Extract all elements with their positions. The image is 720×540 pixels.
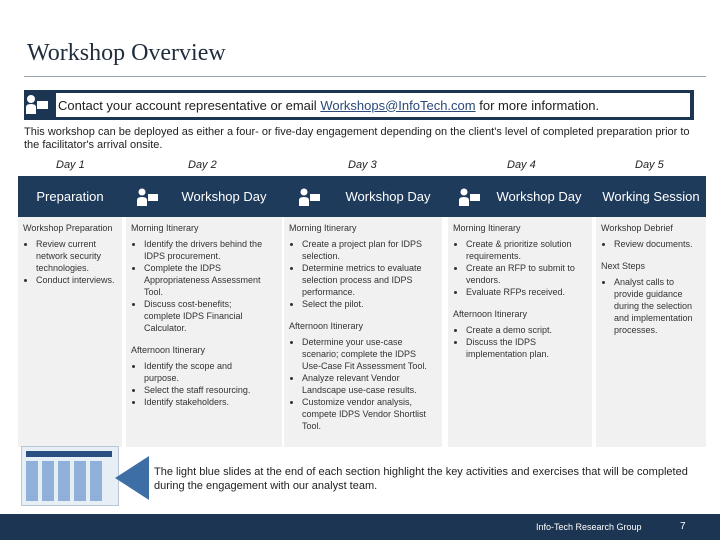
day2-morning-list xyxy=(131,238,265,334)
section-heading: Morning Itinerary xyxy=(289,223,357,233)
page-number: 7 xyxy=(680,521,686,532)
day3-header: Workshop Day xyxy=(345,189,431,204)
day-label-2: Day 2 xyxy=(188,159,217,171)
section-heading: Next Steps xyxy=(601,261,646,271)
section-heading: Afternoon Itinerary xyxy=(453,309,528,319)
thumbnail-column xyxy=(42,461,54,501)
footer-bar xyxy=(0,514,720,540)
section-heading: Workshop Debrief xyxy=(601,223,673,233)
email-link[interactable]: Workshops@InfoTech.com xyxy=(320,97,476,113)
chevron-left-icon xyxy=(115,456,149,500)
section-heading: Morning Itinerary xyxy=(453,223,521,233)
day-label-4: Day 4 xyxy=(507,159,536,171)
day-label-3: Day 3 xyxy=(348,159,377,171)
list-item: • Review current network security technologies. xyxy=(36,238,117,274)
title-divider xyxy=(24,76,706,77)
thumbnail-column xyxy=(26,461,38,501)
day-label-1: Day 1 xyxy=(56,159,85,171)
thumbnail-column xyxy=(58,461,70,501)
contact-text xyxy=(56,98,599,113)
section-heading: Morning Itinerary xyxy=(131,223,199,233)
day2-content xyxy=(131,222,265,408)
section-heading: Workshop Preparation xyxy=(23,223,113,233)
intro-text: This workshop can be deployed as either a four- or five-day engagement depending on the client's level of completed preparation prior to the facilitator's arrival onsite. xyxy=(24,126,690,151)
list-item: • Determine metrics to evaluate selection process and IDPS performance. xyxy=(302,262,437,298)
contact-text-after: for more information. xyxy=(475,97,600,113)
day1-content xyxy=(23,222,117,286)
thumbnail-column xyxy=(74,461,86,501)
thumbnail-column xyxy=(90,461,102,501)
list-item: • Discuss cost-benefits; complete IDPS Financial Calculator. xyxy=(144,298,265,334)
list-item: • Create a project plan for IDPS selection. xyxy=(302,238,437,262)
day3-morning-list xyxy=(289,238,437,310)
day2-header: Workshop Day xyxy=(181,189,267,204)
list-item: • Analyze relevant Vendor Landscape use-case results. xyxy=(302,372,437,396)
list-item: • Customize vendor analysis, compete IDPS Vendor Shortlist Tool. xyxy=(302,396,437,432)
list-item: • Conduct interviews. xyxy=(36,274,117,286)
day3-content xyxy=(289,222,437,432)
presenter-icon xyxy=(298,186,322,208)
contact-text-before: Contact your account representative or email xyxy=(58,97,321,113)
day-label-5: Day 5 xyxy=(635,159,664,171)
list-item: • Evaluate RFPs received. xyxy=(466,286,589,298)
list-item: • Determine your use-case scenario; complete the IDPS Use-Case Fit Assessment Tool. xyxy=(302,336,437,372)
contact-box xyxy=(56,93,690,117)
day1-list xyxy=(23,238,117,286)
section-heading: Afternoon Itinerary xyxy=(289,321,364,331)
slide-thumbnail xyxy=(21,446,119,506)
section-heading: Afternoon Itinerary xyxy=(131,345,206,355)
day3-afternoon-list xyxy=(289,336,437,432)
list-item: • Create a demo script. xyxy=(466,324,589,336)
contact-banner xyxy=(24,90,694,120)
day5-next-steps-list xyxy=(601,276,701,336)
day4-morning-list xyxy=(453,238,589,298)
day5-debrief-list xyxy=(601,238,701,250)
day1-header: Preparation xyxy=(36,189,104,204)
list-item: • Review documents. xyxy=(614,238,701,250)
presenter-icon xyxy=(136,186,160,208)
list-item: • Identify the scope and purpose. xyxy=(144,360,265,384)
day4-header: Workshop Day xyxy=(496,189,582,204)
list-item: • Identify stakeholders. xyxy=(144,396,265,408)
day4-afternoon-list xyxy=(453,324,589,360)
page-title: Workshop Overview xyxy=(27,40,226,66)
list-item: • Complete the IDPS Appropriateness Assessment Tool. xyxy=(144,262,265,298)
list-item: • Create an RFP to submit to vendors. xyxy=(466,262,589,286)
list-item: • Select the pilot. xyxy=(302,298,437,310)
presenter-icon xyxy=(458,186,482,208)
thumbnail-header xyxy=(26,451,112,457)
footer-brand: Info-Tech Research Group xyxy=(536,522,642,532)
presenter-icon xyxy=(24,92,50,118)
list-item: • Analyst calls to provide guidance during the selection and implementation processes. xyxy=(614,276,701,336)
list-item: • Create & prioritize solution requirements. xyxy=(466,238,589,262)
day2-afternoon-list xyxy=(131,360,265,408)
day5-content xyxy=(601,222,701,336)
note-text: The light blue slides at the end of each section highlight the key activities and exercises that will be completed during the engagement with our analyst team. xyxy=(154,466,688,492)
list-item: • Discuss the IDPS implementation plan. xyxy=(466,336,589,360)
day5-header: Working Session xyxy=(602,188,700,204)
list-item: • Select the staff resourcing. xyxy=(144,384,265,396)
day4-content xyxy=(453,222,589,360)
list-item: • Identify the drivers behind the IDPS procurement. xyxy=(144,238,265,262)
